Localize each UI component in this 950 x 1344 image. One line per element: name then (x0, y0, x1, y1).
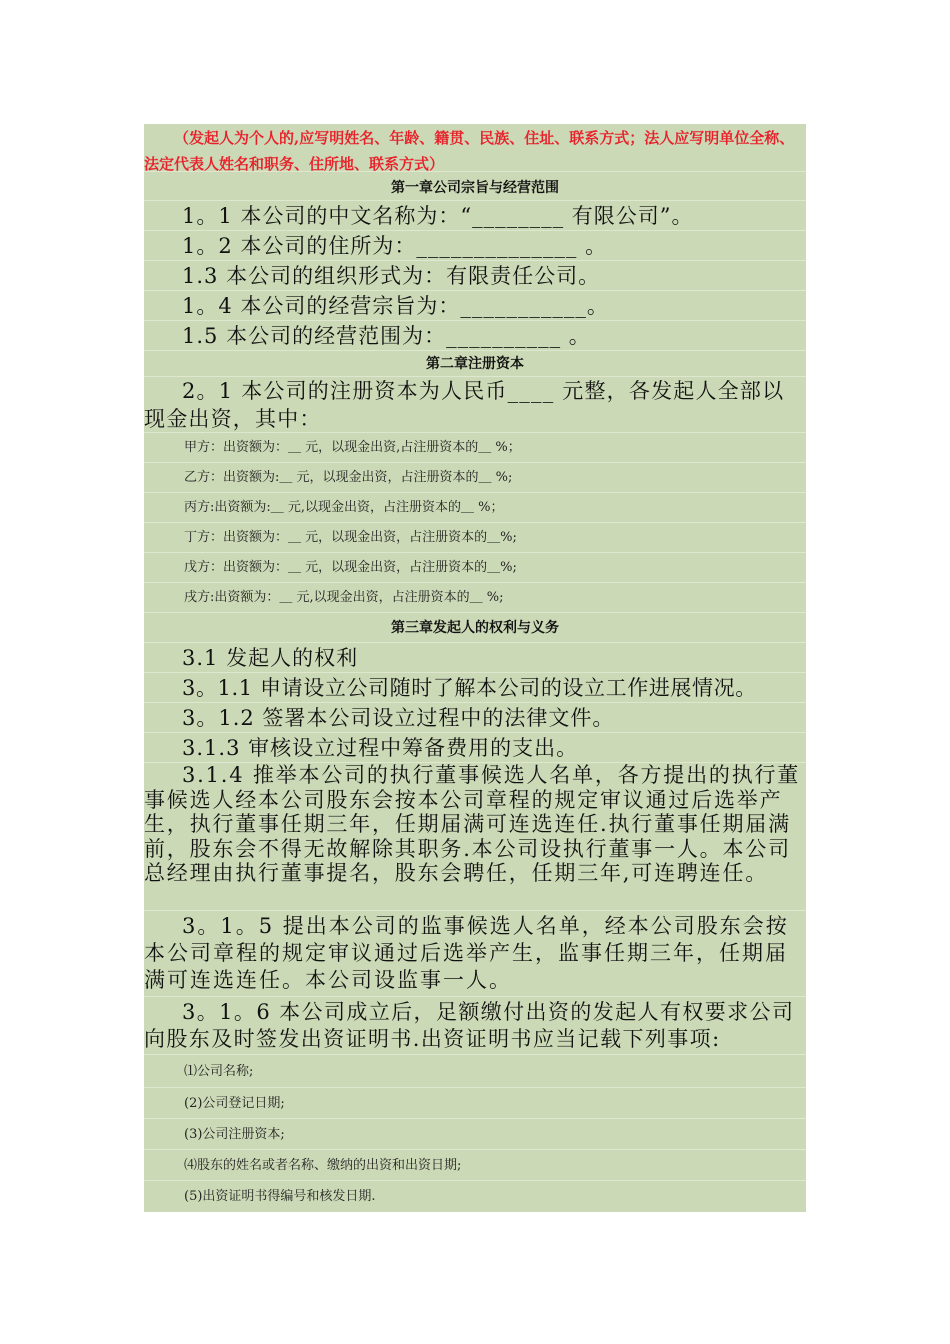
item-2: (2)公司登记日期; (144, 1088, 806, 1119)
item-4: ⑷股东的姓名或者名称、缴纳的出资和出资日期; (144, 1150, 806, 1181)
clause-3-1-2: 3。1.2 签署本公司设立过程中的法律文件。 (144, 703, 806, 733)
clause-3-1-6: 3。1。6 本公司成立后，足额缴付出资的发起人有权要求公司向股东及时签发出资证明书.出资证明书应当记载下列事项: (144, 997, 806, 1055)
contribution-ding: 丁方：出资额为：＿ 元，以现金出资，占注册资本的＿%; (144, 523, 806, 553)
document-body (144, 124, 806, 1212)
intro-note-text: （发起人为个人的,应写明姓名、年龄、籍贯、民族、住址、联系方式；法人应写明单位全称、法定代表人姓名和职务、住所地、联系方式） (144, 129, 795, 172)
clause-3-1-5: 3。1。5 提出本公司的监事候选人名单，经本公司股东会按本公司章程的规定审议通过后选举产生，监事任期三年，任期届满可连选连任。本公司设监事一人。 (144, 911, 806, 997)
intro-note (144, 124, 806, 172)
item-1: ⑴公司名称; (144, 1055, 806, 1088)
clause-3-1-4: 3.1.4 推举本公司的执行董事候选人名单，各方提出的执行董事候选人经本公司股东会按本公司章程的规定审议通过后选举产生，执行董事任期三年，任期届满可连选连任.执行董事任期届满前，股东会不得无故解除其职务.本公司设执行董事一人。本公司总经理由执行董事提名，股东会聘任，任期三年,可连聘连任。 (144, 763, 806, 911)
item-3: (3)公司注册资本; (144, 1119, 806, 1150)
clause-3-1-1: 3。1.1 申请设立公司随时了解本公司的设立工作进展情况。 (144, 673, 806, 703)
chapter2-heading: 第二章注册资本 (144, 351, 806, 377)
clause-1-2: 1。2 本公司的住所为：______________ 。 (144, 231, 806, 261)
clause-2-1: 2。1 本公司的注册资本为人民币____ 元整，各发起人全部以现金出资，其中： (144, 377, 806, 433)
contribution-yi: 乙方：出资额为:＿ 元，以现金出资，占注册资本的＿ %; (144, 463, 806, 493)
contribution-xu: 戌方:出资额为：＿ 元,以现金出资，占注册资本的＿ %; (144, 583, 806, 613)
chapter1-heading: 第一章公司宗旨与经营范围 (144, 172, 806, 201)
clause-1-5: 1.5 本公司的经营范围为：__________ 。 (144, 321, 806, 351)
clause-3-1: 3.1 发起人的权利 (144, 643, 806, 673)
clause-1-3: 1.3 本公司的组织形式为：有限责任公司。 (144, 261, 806, 291)
clause-1-4: 1。4 本公司的经营宗旨为：___________。 (144, 291, 806, 321)
contribution-bing: 丙方:出资额为:＿ 元,以现金出资，占注册资本的＿ %； (144, 493, 806, 523)
clause-1-1: 1。1 本公司的中文名称为：“________ 有限公司”。 (144, 201, 806, 231)
chapter3-heading: 第三章发起人的权利与义务 (144, 613, 806, 643)
item-5: (5)出资证明书得编号和核发日期. (184, 1189, 376, 1204)
contribution-wu: 戊方：出资额为：＿ 元，以现金出资，占注册资本的＿%; (144, 553, 806, 583)
contribution-jia: 甲方：出资额为：＿ 元，以现金出资,占注册资本的＿ %； (144, 433, 806, 463)
clause-3-1-3: 3.1.3 审核设立过程中筹备费用的支出。 (144, 733, 806, 763)
